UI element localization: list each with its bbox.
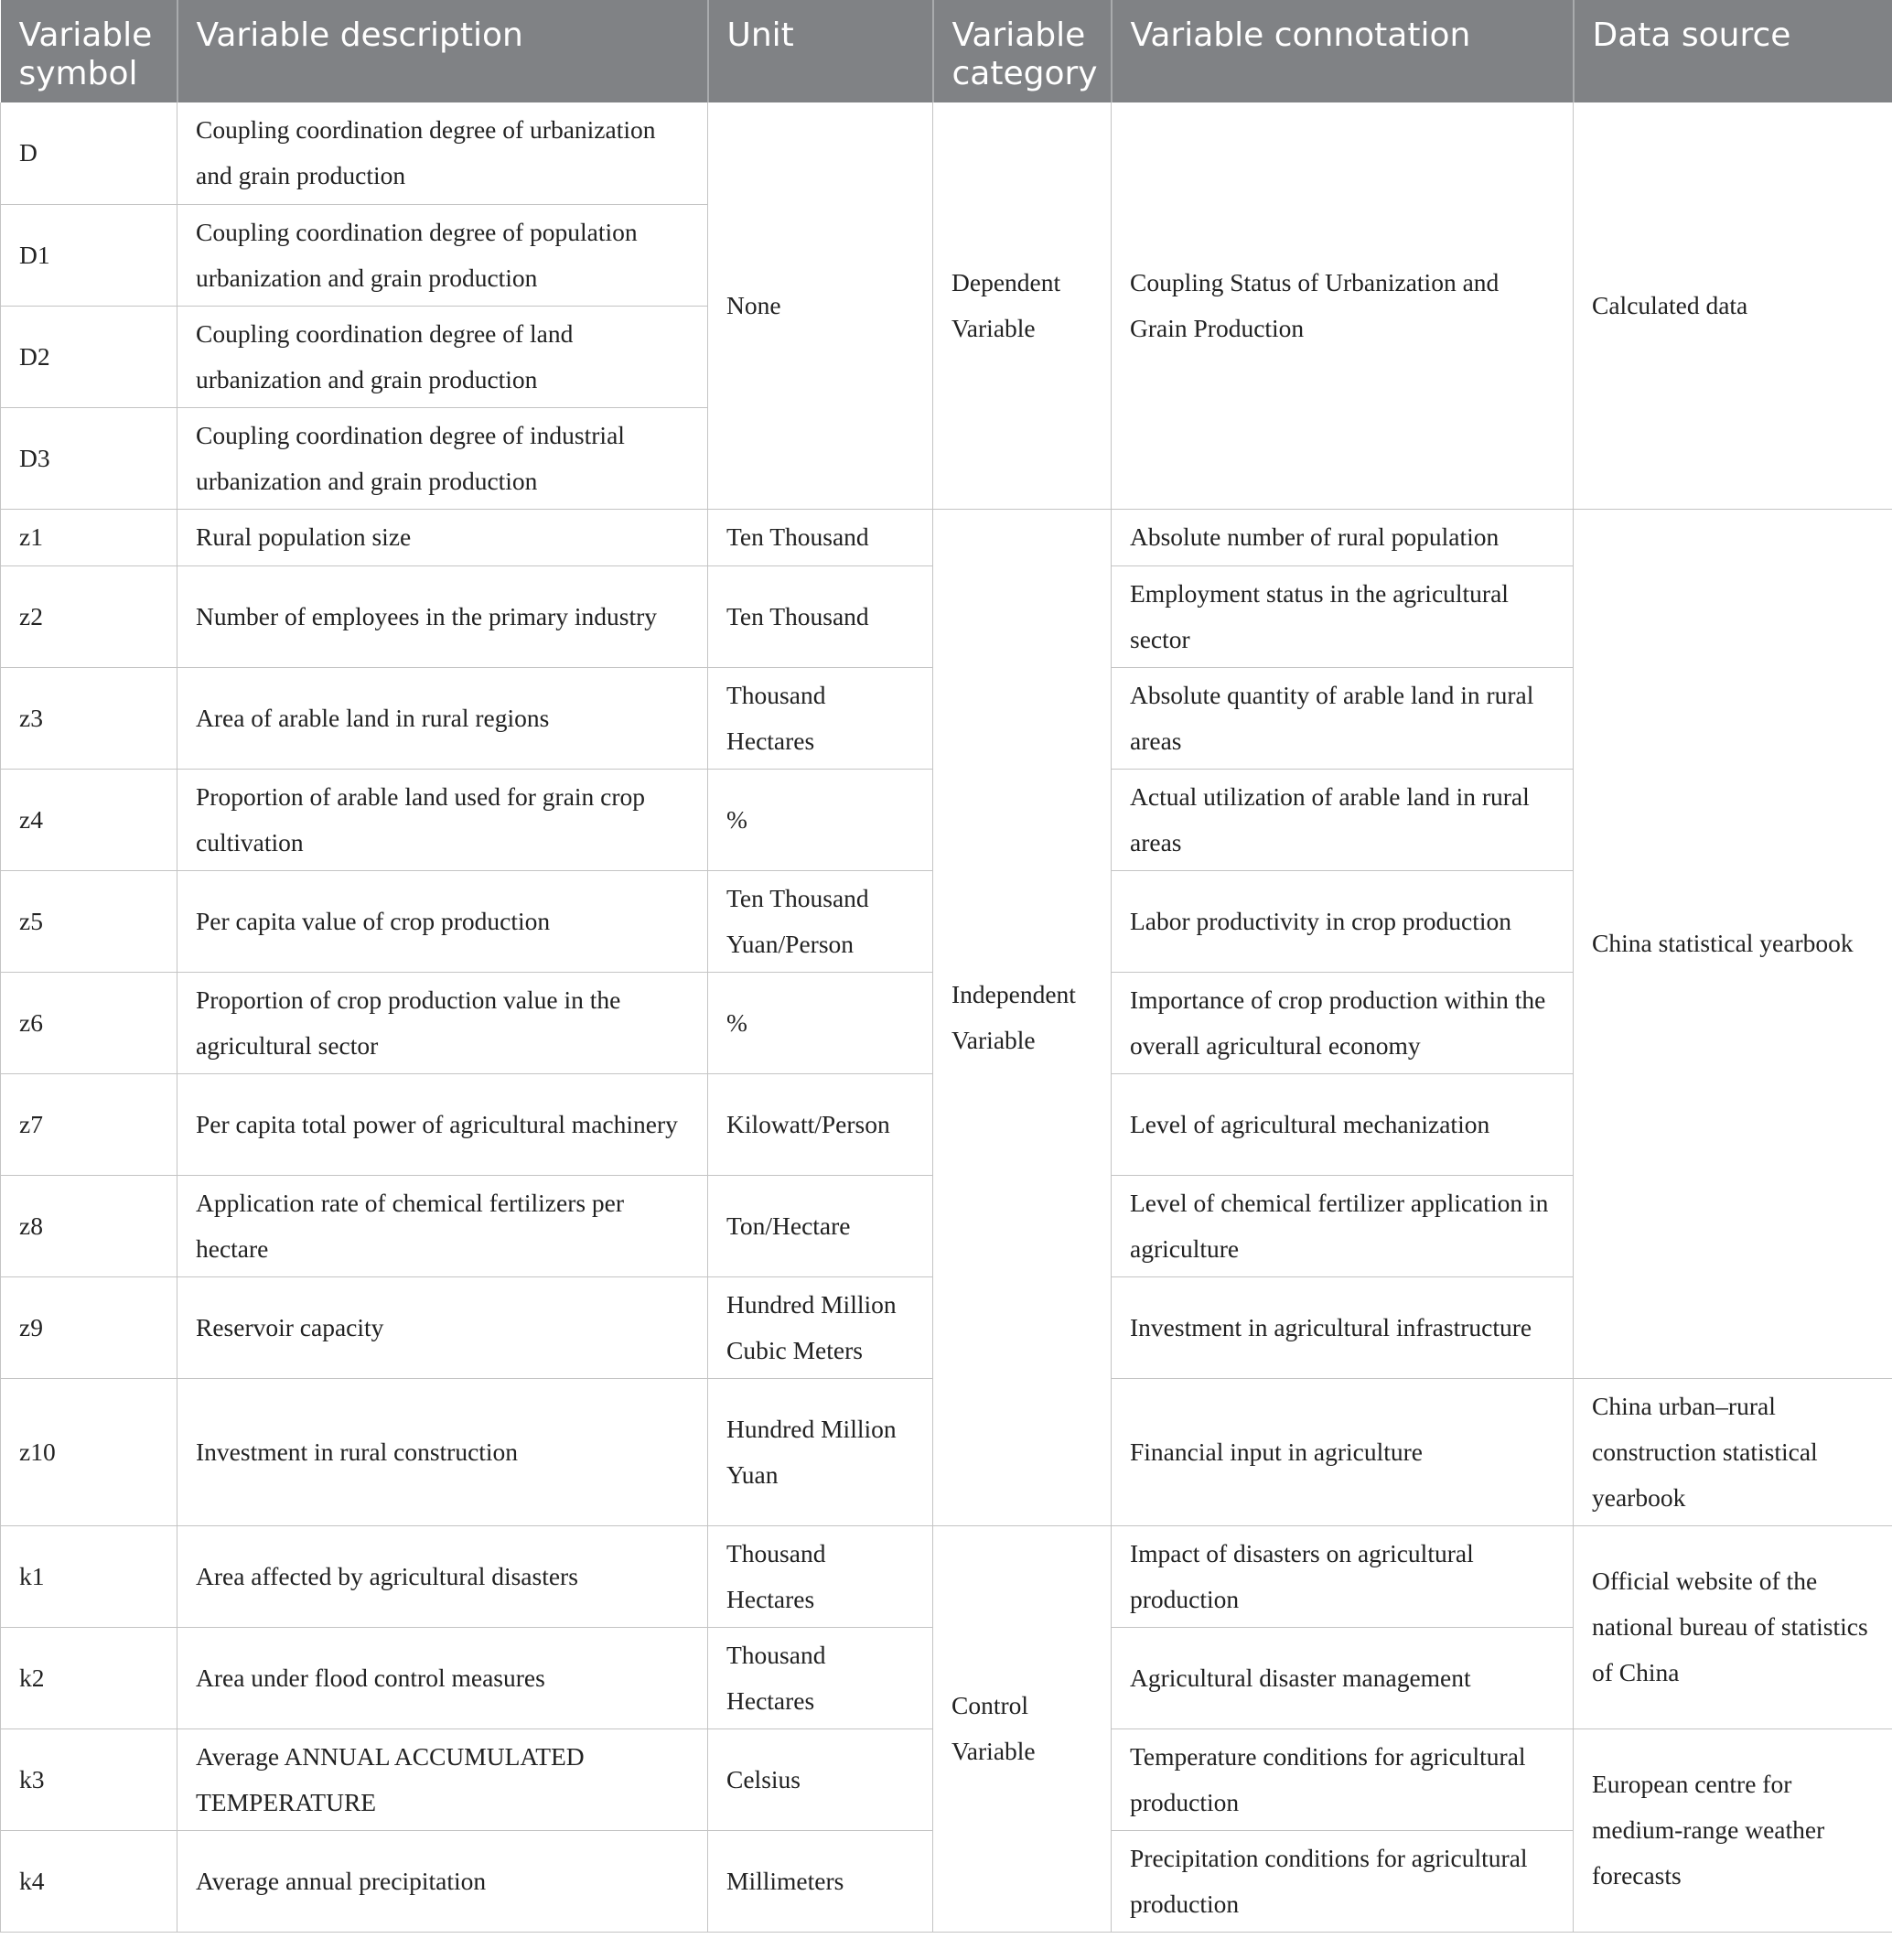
cell-description: Investment in rural construction (177, 1378, 708, 1525)
cell-symbol: z5 (1, 870, 177, 972)
cell-unit: % (708, 769, 933, 870)
cell-description: Coupling coordination degree of land urbanization and grain production (177, 306, 708, 407)
table-row (1, 1525, 1892, 1627)
cell-description: Per capita value of crop production (177, 870, 708, 972)
cell-description: Average ANNUAL ACCUMULATED TEMPERATURE (177, 1728, 708, 1830)
cell-connotation: Level of chemical fertilizer application in agriculture (1112, 1175, 1574, 1276)
cell-description: Per capita total power of agricultural machinery (177, 1073, 708, 1175)
cell-source-ecmwf: European centre for medium-range weather forecasts (1574, 1728, 1892, 1932)
cell-unit: Hundred Million Cubic Meters (708, 1276, 933, 1378)
table-row (1, 102, 1892, 204)
cell-symbol: z3 (1, 667, 177, 769)
cell-unit: Ten Thousand (708, 565, 933, 667)
cell-unit: Thousand Hectares (708, 1525, 933, 1627)
cell-connotation: Level of agricultural mechanization (1112, 1073, 1574, 1175)
table-row (1, 509, 1892, 565)
cell-symbol: z4 (1, 769, 177, 870)
cell-symbol: D2 (1, 306, 177, 407)
header-variable-description: Variable description (177, 0, 708, 102)
cell-description: Number of employees in the primary industry (177, 565, 708, 667)
header-variable-category-text: Variable category (951, 16, 1098, 92)
header-data-source: Data source (1574, 0, 1892, 102)
cell-symbol: z7 (1, 1073, 177, 1175)
cell-description: Average annual precipitation (177, 1830, 708, 1932)
cell-connotation: Financial input in agriculture (1112, 1378, 1574, 1525)
header-row (1, 0, 1892, 102)
cell-connotation: Precipitation conditions for agricultural production (1112, 1830, 1574, 1932)
header-variable-connotation: Variable connotation (1112, 0, 1574, 102)
cell-connotation: Temperature conditions for agricultural production (1112, 1728, 1574, 1830)
cell-source: China urban–rural construction statistical yearbook (1574, 1378, 1892, 1525)
cell-connotation: Importance of crop production within the overall agricultural economy (1112, 972, 1574, 1073)
cell-description: Rural population size (177, 509, 708, 565)
cell-unit: Thousand Hectares (708, 667, 933, 769)
cell-source-yearbook: China statistical yearbook (1574, 509, 1892, 1378)
cell-category-independent: Independent Variable (933, 509, 1112, 1525)
cell-symbol: z9 (1, 1276, 177, 1378)
cell-description: Area affected by agricultural disasters (177, 1525, 708, 1627)
cell-description: Coupling coordination degree of urbanization and grain production (177, 102, 708, 204)
cell-unit: Ten Thousand Yuan/Person (708, 870, 933, 972)
cell-description: Reservoir capacity (177, 1276, 708, 1378)
cell-symbol: D (1, 102, 177, 204)
cell-symbol: z10 (1, 1378, 177, 1525)
cell-connotation: Investment in agricultural infrastructure (1112, 1276, 1574, 1378)
cell-unit: Hundred Million Yuan (708, 1378, 933, 1525)
cell-connotation: Employment status in the agricultural sector (1112, 565, 1574, 667)
cell-unit: Kilowatt/Person (708, 1073, 933, 1175)
cell-connotation-dependent: Coupling Status of Urbanization and Grain Production (1112, 102, 1574, 509)
cell-symbol: D1 (1, 204, 177, 306)
cell-symbol: k3 (1, 1728, 177, 1830)
cell-symbol: D3 (1, 407, 177, 509)
cell-unit: Thousand Hectares (708, 1627, 933, 1728)
cell-unit: % (708, 972, 933, 1073)
cell-description: Proportion of arable land used for grain crop cultivation (177, 769, 708, 870)
cell-description: Area of arable land in rural regions (177, 667, 708, 769)
header-variable-category (933, 0, 1112, 102)
cell-unit-merged: None (708, 102, 933, 509)
cell-connotation: Agricultural disaster management (1112, 1627, 1574, 1728)
cell-unit: Millimeters (708, 1830, 933, 1932)
cell-description: Application rate of chemical fertilizers per hectare (177, 1175, 708, 1276)
cell-connotation: Impact of disasters on agricultural production (1112, 1525, 1574, 1627)
header-unit: Unit (708, 0, 933, 102)
cell-symbol: k2 (1, 1627, 177, 1728)
cell-symbol: z2 (1, 565, 177, 667)
cell-connotation: Actual utilization of arable land in rural areas (1112, 769, 1574, 870)
cell-symbol: z6 (1, 972, 177, 1073)
cell-category-dependent: Dependent Variable (933, 102, 1112, 509)
cell-symbol: k4 (1, 1830, 177, 1932)
cell-unit: Ton/Hectare (708, 1175, 933, 1276)
cell-description: Coupling coordination degree of industrial urbanization and grain production (177, 407, 708, 509)
cell-source-calculated: Calculated data (1574, 102, 1892, 509)
cell-symbol: z1 (1, 509, 177, 565)
cell-description: Coupling coordination degree of population urbanization and grain production (177, 204, 708, 306)
cell-connotation: Absolute quantity of arable land in rural areas (1112, 667, 1574, 769)
cell-symbol: z8 (1, 1175, 177, 1276)
cell-connotation: Absolute number of rural population (1112, 509, 1574, 565)
cell-source-nbs: Official website of the national bureau of statistics of China (1574, 1525, 1892, 1728)
cell-description: Proportion of crop production value in the agricultural sector (177, 972, 708, 1073)
cell-category-control: Control Variable (933, 1525, 1112, 1932)
cell-connotation: Labor productivity in crop production (1112, 870, 1574, 972)
header-variable-symbol (1, 0, 177, 102)
cell-unit: Celsius (708, 1728, 933, 1830)
cell-unit: Ten Thousand (708, 509, 933, 565)
cell-symbol: k1 (1, 1525, 177, 1627)
header-variable-symbol-line1: Variable symbol (18, 16, 153, 92)
cell-description: Area under flood control measures (177, 1627, 708, 1728)
